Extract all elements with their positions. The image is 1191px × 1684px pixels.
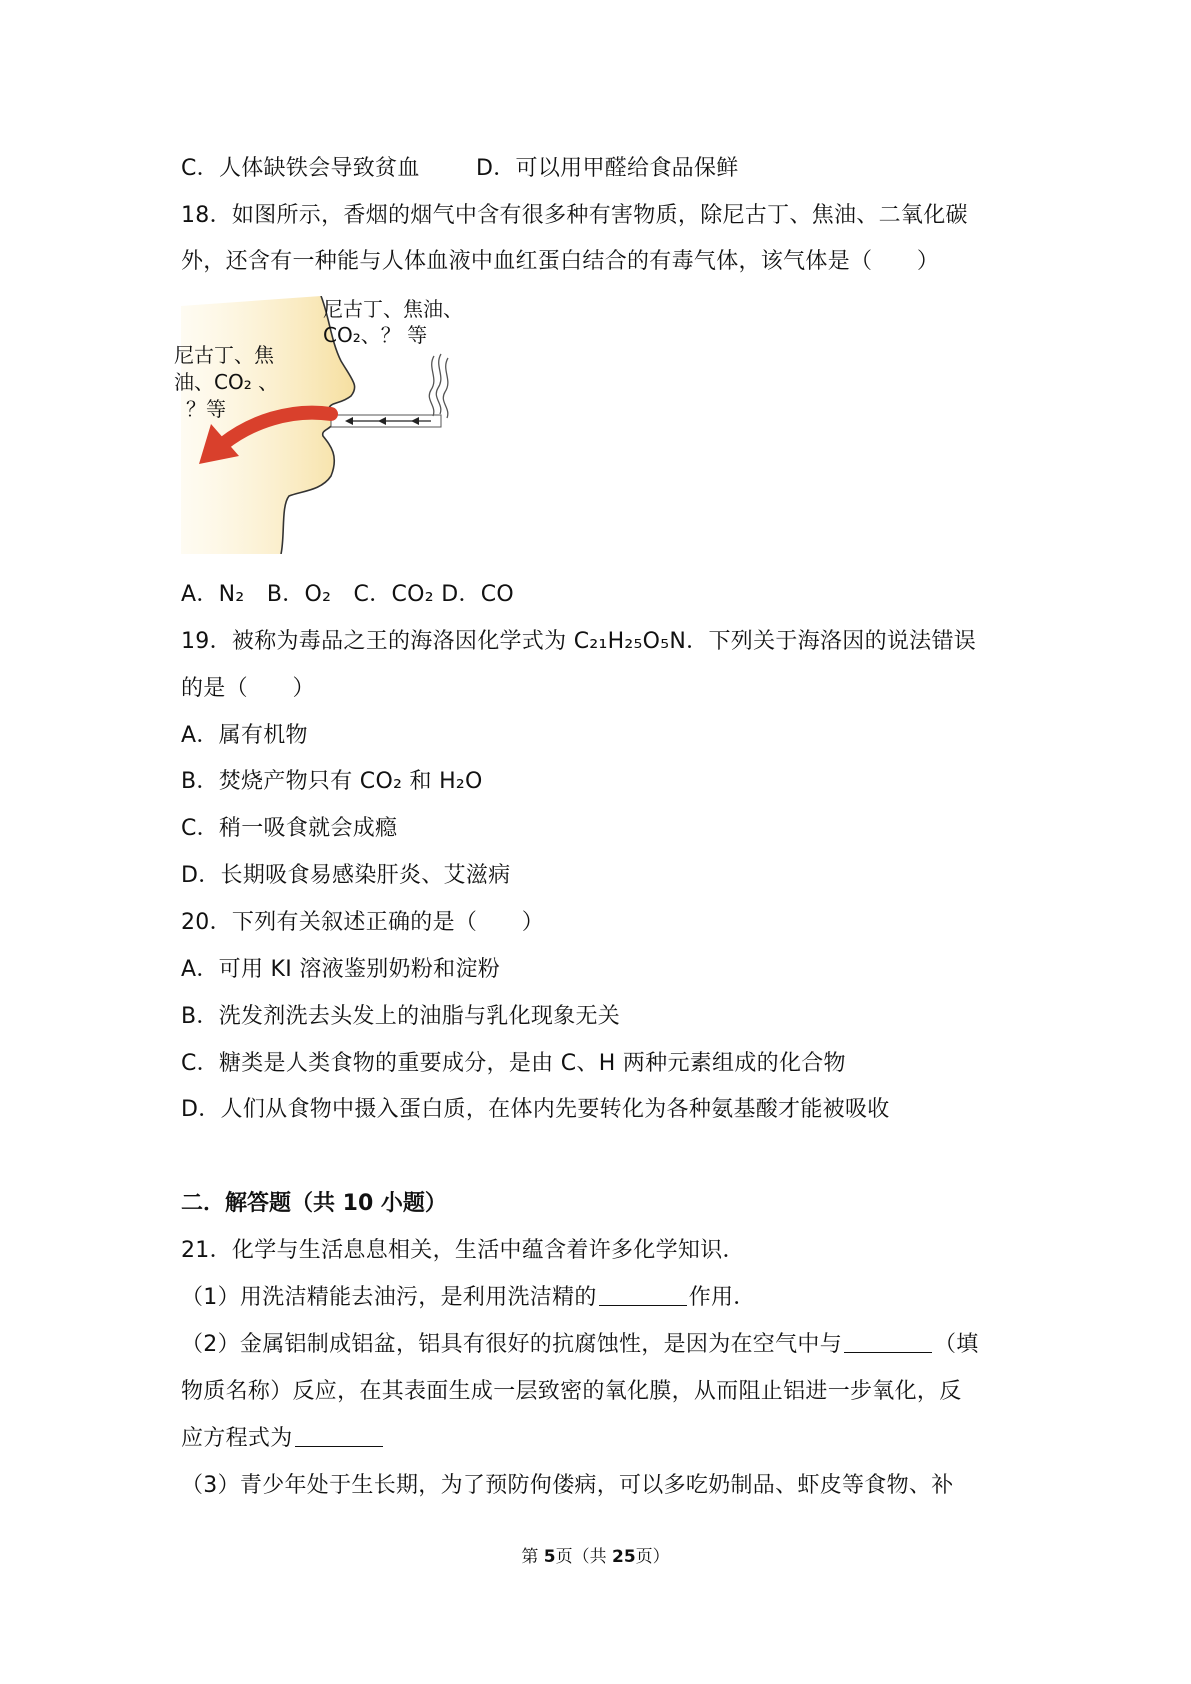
- q20-stem: 20．下列有关叙述正确的是（ ）: [181, 910, 545, 935]
- q19-option-a: A．属有机物: [181, 723, 308, 748]
- q21-part-2-line-3-text: 应方程式为: [181, 1426, 293, 1451]
- q19-option-b: B．焚烧产物只有 CO₂ 和 H₂O: [181, 769, 483, 794]
- section-heading: 二．解答题（共 10 小题）: [181, 1191, 447, 1216]
- q20-option-b: B．洗发剂洗去头发上的油脂与乳化现象无关: [181, 1004, 621, 1029]
- page-footer: [0, 1545, 1191, 1569]
- footer-mid: 页（共: [555, 1547, 612, 1567]
- footer-page-number: 5: [543, 1547, 556, 1567]
- q20-option-d: D．人们从食物中摄入蛋白质，在体内先要转化为各种氨基酸才能被吸收: [181, 1097, 890, 1122]
- q20-option-c: C．糖类是人类食物的重要成分，是由 C、H 两种元素组成的化合物: [181, 1051, 846, 1076]
- q21-stem: 21．化学与生活息息相关，生活中蕴含着许多化学知识．: [181, 1238, 745, 1263]
- smoking-figure: [174, 296, 501, 554]
- q21-part-2-text: （2）金属铝制成铝盆，铝具有很好的抗腐蚀性，是因为在空气中与: [181, 1332, 842, 1357]
- q17-option-c: C．人体缺铁会导致贫血: [181, 156, 420, 181]
- smoke: [429, 356, 434, 416]
- q19-stem-line-1: 19．被称为毒品之王的海洛因化学式为 C₂₁H₂₅O₅N．下列关于海洛因的说法错误: [181, 629, 977, 654]
- q21-part-1-text: （1）用洗洁精能去油污，是利用洗洁精的: [181, 1285, 597, 1310]
- q21-part-2-line-3: [181, 1424, 385, 1454]
- q21-blank-3[interactable]: [295, 1424, 383, 1447]
- q19-option-c: C．稍一吸食就会成瘾: [181, 816, 398, 841]
- q21-blank-2[interactable]: [844, 1330, 932, 1353]
- q18-stem-line-1: 18．如图所示，香烟的烟气中含有很多种有害物质，除尼古丁、焦油、二氧化碳: [181, 203, 968, 228]
- q21-part-3-line-1: （3）青少年处于生长期，为了预防佝偻病，可以多吃奶制品、虾皮等食物、补: [181, 1473, 954, 1498]
- q21-part-2-line-2: 物质名称）反应，在其表面生成一层致密的氧化膜，从而阻止铝进一步氧化，反: [181, 1379, 962, 1404]
- q21-part-1-tail: 作用．: [688, 1285, 756, 1310]
- q21-blank-1[interactable]: [599, 1283, 687, 1306]
- q21-part-2-line-1: [181, 1330, 979, 1360]
- label-left-line-3: ？等: [186, 397, 226, 421]
- q18-stem-line-2: 外，还含有一种能与人体血液中血红蛋白结合的有毒气体，该气体是（ ）: [181, 249, 940, 274]
- label-left-line-1: 尼古丁、焦: [174, 343, 274, 367]
- label-left-line-2: 油、CO₂ 、: [174, 370, 279, 394]
- q21-part-1: [181, 1283, 756, 1313]
- footer-prefix: 第: [521, 1547, 544, 1567]
- q18-options: A．N₂ B．O₂ C．CO₂ D．CO: [181, 582, 515, 607]
- label-top-line-1: 尼古丁、焦油、: [323, 297, 463, 321]
- footer-suffix: 页）: [635, 1547, 670, 1567]
- q20-option-a: A．可用 KI 溶液鉴别奶粉和淀粉: [181, 957, 501, 982]
- q17-option-d: D．可以用甲醛给食品保鲜: [476, 156, 739, 181]
- q19-stem-line-2: 的是（ ）: [181, 676, 315, 701]
- label-top-line-2: CO₂、？ 等: [323, 323, 428, 347]
- footer-total-pages: 25: [611, 1547, 636, 1567]
- q19-option-d: D．长期吸食易感染肝炎、艾滋病: [181, 863, 511, 888]
- q21-part-2-tail: （填: [934, 1332, 979, 1357]
